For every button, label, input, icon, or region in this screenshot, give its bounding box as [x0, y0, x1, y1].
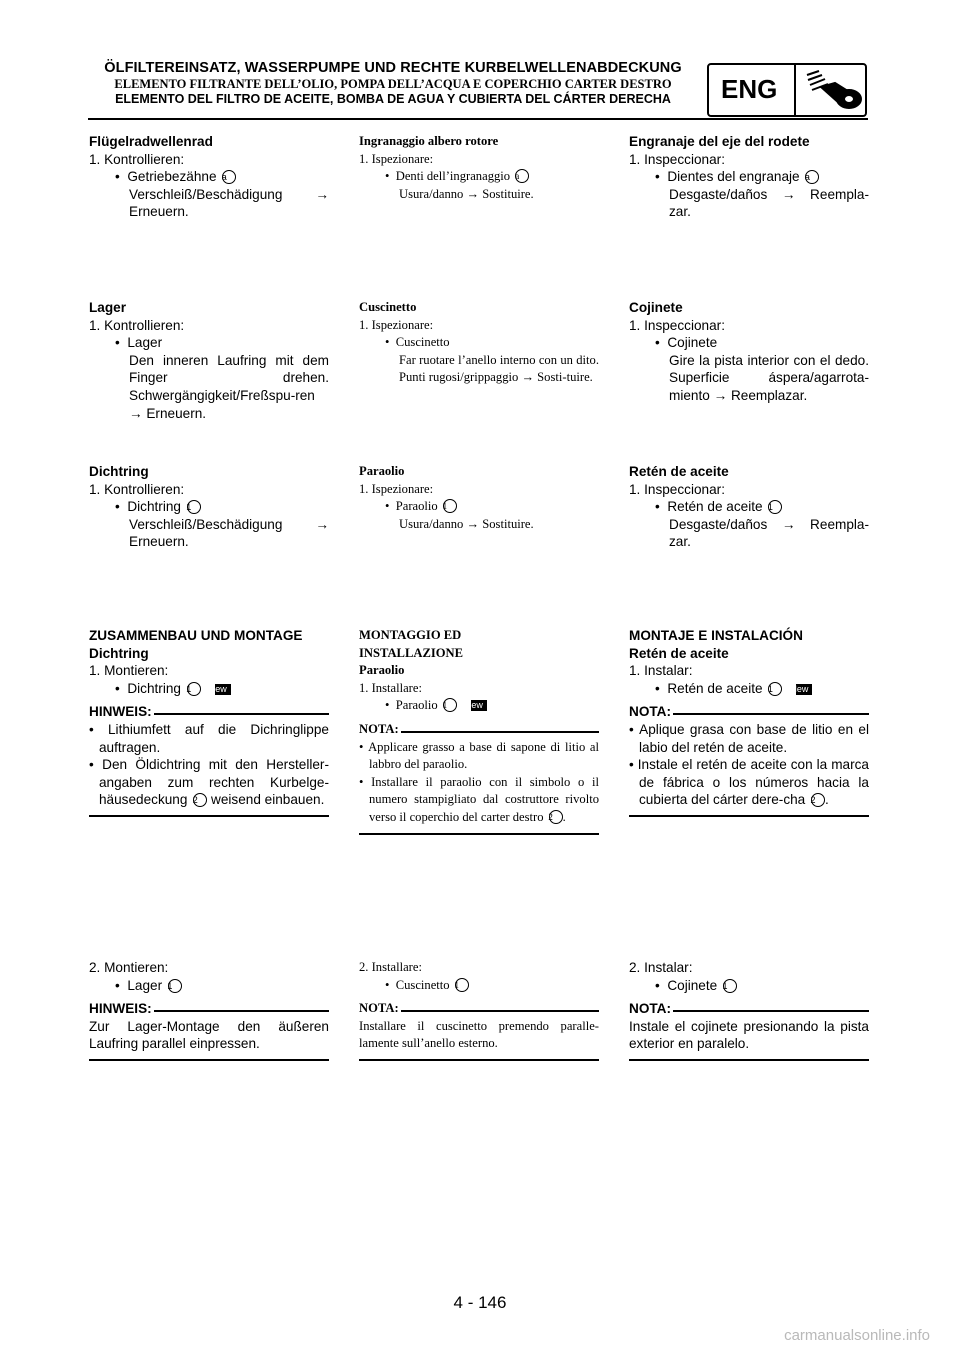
note-label: NOTA:: [359, 721, 399, 736]
header-rule: [88, 118, 868, 120]
es-s5-step: 2. Instalar:: [629, 960, 693, 975]
de-s2-step: 1. Kontrollieren:: [89, 317, 185, 333]
it-s4-bullet: • Paraolio 1 New: [359, 697, 599, 715]
note-label: NOTA:: [629, 704, 672, 720]
note-end-rule: [89, 1059, 329, 1061]
de-section-seal: [89, 463, 329, 551]
es-s4-note2: • Instale el retén de aceite con la marca de fábrica o los números hacia la cubierta del cárter dere-cha 2 .: [629, 757, 869, 808]
callout-1: 1: [768, 500, 782, 514]
de-s4-note: [89, 721, 329, 809]
it-s5-bullet: • Cuscinetto 1: [359, 977, 599, 995]
de-s1-bullet-text: Getriebezähne: [127, 169, 217, 185]
it-s3-bullet-text: Paraolio: [395, 499, 438, 514]
es-s1-text2: zar.: [669, 204, 691, 220]
de-s2-title: Lager: [89, 300, 127, 315]
es-section-seal: [629, 463, 869, 551]
de-s4-note1: • Lithiumfett auf die Dichringlippe auftragen.: [89, 721, 329, 755]
it-s4-bullet-text: Paraolio: [395, 698, 438, 713]
de-s5-step: 2. Montieren:: [89, 960, 169, 975]
it-s4-step: 1. Installare:: [359, 680, 422, 695]
it-s2-bullet-text: Cuscinetto: [395, 335, 450, 350]
callout-2: 2: [811, 793, 825, 807]
de-section-bearing-install: [89, 959, 329, 1061]
it-s2-title: Cuscinetto: [359, 300, 417, 314]
it-s3-step: 1. Ispezionare:: [359, 481, 434, 496]
note-end-rule: [89, 815, 329, 817]
de-s4-title1: ZUSAMMENBAU UND MONTAGE: [89, 628, 303, 643]
note-rule: [673, 1010, 869, 1012]
de-section-bearing: [89, 299, 329, 422]
de-s4-note1-text: Lithiumfett auf die Dichringlippe auftragen.: [99, 721, 329, 755]
de-s4-note2-text: Den Öldichtring mit den Hersteller-angaben zum rechten Kurbelge-häusedeckung: [99, 757, 329, 808]
it-note-header: [359, 721, 599, 739]
es-s4-bullet-text: Retén de aceite: [667, 680, 763, 696]
es-s4-title1: MONTAJE E INSTALACIÓN: [629, 628, 803, 643]
it-s4-title2: Paraolio: [359, 663, 405, 678]
es-s4-note2-text: Instale el retén de aceite con la marca de fábrica o los números hacia la cubierta del cárter dere-cha: [637, 757, 869, 808]
de-s4-bullet-text: Dichtring: [127, 680, 181, 696]
de-s2-text: Den inneren Laufring mit dem Finger drehen. Schwergängigkeit/Freßspu-ren → Erneuern.: [129, 352, 329, 421]
de-s5-note: Zur Lager-Montage den äußeren Laufring parallel einpressen.: [89, 1018, 329, 1052]
es-note-header: [629, 703, 869, 721]
section-badge-label: ENG: [721, 74, 778, 104]
de-s4-note2-end: weisend einbauen.: [211, 792, 325, 808]
es-s4-note1-text: Aplique grasa con base de litio en el labio del retén de aceite.: [639, 721, 869, 755]
callout-a: a: [222, 170, 236, 184]
new-part-badge: New: [215, 684, 231, 695]
de-section-assembly: [89, 627, 329, 817]
es-s4-note: [629, 721, 869, 809]
de-s5-bullet-text: Lager: [127, 977, 163, 993]
callout-1: 1: [455, 978, 469, 992]
it-note2-header: [359, 1000, 599, 1018]
header-title-it: ELEMENTO FILTRANTE DELL’OLIO, POMPA DELL’ACQUA E COPERCHIO CARTER DESTRO: [114, 77, 672, 91]
it-s2-step: 1. Ispezionare:: [359, 317, 434, 332]
es-s1-bullet: • Dientes del engranaje a: [629, 168, 869, 186]
note-label: NOTA:: [359, 1001, 399, 1016]
es-s2-bullet-text: Cojinete: [667, 335, 718, 351]
it-s4-note1: • Applicare grasso a base di sapone di litio al labbro del paraolio.: [359, 739, 599, 772]
de-s1-text2: Erneuern.: [129, 204, 189, 220]
note-rule: [154, 713, 329, 715]
es-s2-step: 1. Inspeccionar:: [629, 317, 725, 333]
callout-a: a: [805, 170, 819, 184]
es-s3-bullet: • Retén de aceite 1: [629, 498, 869, 516]
de-s3-title: Dichtring: [89, 464, 149, 479]
it-section-seal: [359, 463, 599, 533]
callout-1: 1: [768, 682, 782, 696]
it-s4-title1: MONTAGGIO ED: [359, 628, 462, 642]
it-s1-bullet-text: Denti dell’ingranaggio: [395, 169, 511, 184]
de-s3-text2: Erneuern.: [129, 534, 189, 550]
it-s3-title: Paraolio: [359, 464, 405, 478]
page-header: [88, 60, 698, 107]
it-s1-text: Usura/danno → Sostituire.: [399, 186, 534, 201]
section-badge: [707, 63, 867, 117]
it-s5-note: Installare il cuscinetto premendo paralle-lamente sull’anello esterno.: [359, 1018, 599, 1051]
callout-1: 1: [187, 682, 201, 696]
de-s3-step: 1. Kontrollieren:: [89, 481, 185, 497]
es-section-assembly: [629, 627, 869, 817]
new-part-badge: New: [471, 700, 487, 711]
de-note-header: [89, 703, 329, 721]
it-s4-note2-text: Installare il paraolio con il simbolo o il numero stampigliato dal costruttore rivolto verso il coperchio del carter destro: [369, 774, 599, 824]
it-s3-text: Usura/danno → Sostituire.: [399, 516, 534, 531]
de-s3-text1: Verschleiß/Beschädigung →: [129, 516, 329, 532]
es-section-bearing-install: [629, 959, 869, 1061]
it-s2-bullet: • Cuscinetto: [385, 335, 450, 350]
es-s2-title: Cojinete: [629, 300, 683, 315]
header-title-es: ELEMENTO DEL FILTRO DE ACEITE, BOMBA DE AGUA Y CUBIERTA DEL CÁRTER DERECHA: [115, 92, 671, 106]
es-s2-bullet: • Cojinete: [655, 335, 718, 351]
it-s1-title: Ingranaggio albero rotore: [359, 134, 499, 148]
es-s5-bullet-text: Cojinete: [667, 977, 718, 993]
watermark: carmanualsonline.info: [784, 1327, 930, 1344]
de-s4-title2: Dichtring: [89, 645, 149, 661]
de-s4-bullet: • Dichtring 1 New: [89, 680, 329, 698]
it-s4-note2: • Installare il paraolio con il simbolo o il numero stampigliato dal costruttore rivolto verso il coperchio del carter destro 2 .: [359, 774, 599, 824]
it-s1-step: 1. Ispezionare:: [359, 151, 434, 166]
es-section-gear: [629, 133, 869, 221]
callout-2: 2: [549, 810, 563, 824]
es-s2-text: Gire la pista interior con el dedo. Superficie áspera/agarrota-miento → Reemplazar.: [669, 352, 869, 403]
callout-1: 1: [443, 499, 457, 513]
page-number: 4 - 146: [453, 1293, 507, 1312]
note-label: HINWEIS:: [89, 704, 152, 720]
it-section-gear: [359, 133, 599, 203]
es-s1-text1: Desgaste/daños → Reempla-: [669, 186, 869, 202]
it-s4-title1b: INSTALLAZIONE: [359, 645, 464, 660]
note-rule: [673, 713, 869, 715]
note-rule: [401, 731, 599, 733]
es-note2-header: [629, 1000, 869, 1018]
callout-1: 1: [168, 979, 182, 993]
es-s5-bullet: • Cojinete 1: [629, 977, 869, 995]
it-section-assembly: [359, 627, 599, 835]
it-section-bearing: [359, 299, 599, 387]
es-s4-title2: Retén de aceite: [629, 645, 729, 661]
note-label: HINWEIS:: [89, 1001, 152, 1017]
es-section-bearing: [629, 299, 869, 405]
de-s5-bullet: • Lager 1: [89, 977, 329, 995]
it-s5-step: 2. Installare:: [359, 960, 422, 974]
callout-2: 2: [193, 793, 207, 807]
callout-1: 1: [187, 500, 201, 514]
it-s5-bullet-text: Cuscinetto: [395, 977, 450, 992]
note-rule: [401, 1010, 599, 1012]
note-label: NOTA:: [629, 1001, 672, 1017]
de-s2-bullet-text: Lager: [127, 335, 163, 351]
es-s4-bullet: • Retén de aceite 1 New: [629, 680, 869, 698]
callout-1: 1: [443, 698, 457, 712]
de-s4-note2: • Den Öldichtring mit den Hersteller-angaben zum rechten Kurbelge-häusedeckung 2 weisend einbauen.: [89, 757, 329, 808]
es-s4-note1: • Aplique grasa con base de litio en el labio del retén de aceite.: [629, 721, 869, 755]
note-end-rule: [359, 1059, 599, 1061]
es-s1-title: Engranaje del eje del rodete: [629, 134, 810, 149]
note-end-rule: [359, 833, 599, 835]
de-s4-step: 1. Montieren:: [89, 663, 169, 679]
es-s3-text1: Desgaste/daños → Reempla-: [669, 516, 869, 532]
de-s1-step: 1. Kontrollieren:: [89, 151, 185, 167]
es-s1-step: 1. Inspeccionar:: [629, 151, 725, 167]
note-end-rule: [629, 1059, 869, 1061]
es-s3-bullet-text: Retén de aceite: [667, 499, 763, 515]
note-rule: [154, 1010, 329, 1012]
it-s4-note: [359, 739, 599, 827]
es-s3-text2: zar.: [669, 534, 691, 550]
it-s4-note1-text: Applicare grasso a base di sapone di litio al labbro del paraolio.: [368, 739, 599, 772]
header-title-de: ÖLFILTEREINSATZ, WASSERPUMPE UND RECHTE KURBELWELLENABDECKUNG: [104, 60, 682, 76]
es-s3-step: 1. Inspeccionar:: [629, 481, 725, 497]
de-s1-bullet: • Getriebezähne a: [89, 168, 329, 186]
it-s1-bullet: • Denti dell’ingranaggio a: [359, 168, 599, 186]
de-s1-text1: Verschleiß/Beschädigung →: [129, 186, 329, 202]
de-s3-bullet-text: Dichtring: [127, 499, 181, 515]
badge-divider: [794, 65, 796, 115]
engine-bolt-icon: [799, 67, 865, 113]
it-section-bearing-install: [359, 959, 599, 1061]
es-s1-bullet-text: Dientes del engranaje: [667, 169, 800, 185]
es-s4-step: 1. Instalar:: [629, 663, 693, 679]
callout-a: a: [515, 169, 529, 183]
de-section-impeller-gear: [89, 133, 329, 221]
callout-1: 1: [723, 979, 737, 993]
it-s2-text: Far ruotare l’anello interno con un dito. Punti rugosi/grippaggio → Sosti-tuire.: [399, 352, 599, 385]
es-s3-title: Retén de aceite: [629, 464, 729, 479]
note-end-rule: [629, 815, 869, 817]
de-s3-bullet: • Dichtring 1: [89, 498, 329, 516]
de-note2-header: [89, 1000, 329, 1018]
de-s1-title: Flügelradwellenrad: [89, 134, 213, 149]
de-s2-bullet: • Lager: [115, 335, 163, 351]
it-s3-bullet: • Paraolio 1: [359, 498, 599, 516]
new-part-badge: New: [796, 684, 812, 695]
es-s5-note: Instale el cojinete presionando la pista exterior en paralelo.: [629, 1018, 869, 1052]
